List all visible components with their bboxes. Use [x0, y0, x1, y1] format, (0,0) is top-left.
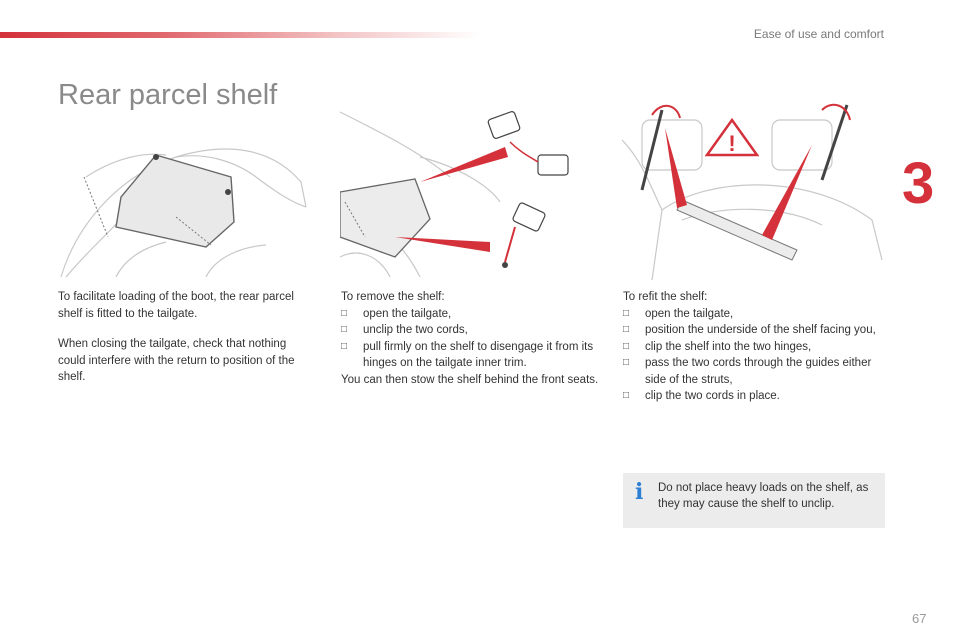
- refit-column: [623, 289, 881, 405]
- remove-column: [341, 289, 603, 388]
- remove-shelf-illustration: [340, 107, 585, 282]
- bullet-icon: □: [623, 340, 630, 352]
- list-item: □ pass the two cords through the guides either side of the struts,: [623, 355, 881, 388]
- intro-column: [58, 289, 316, 386]
- bullet-icon: □: [623, 357, 630, 368]
- remove-intro: To remove the shelf:: [341, 291, 445, 303]
- section-title: Ease of use and comfort: [753, 27, 884, 41]
- page-number: 67: [912, 611, 927, 626]
- remove-outro: You can then stow the shelf behind the front seats.: [341, 373, 599, 386]
- list-item: □ unclip the two cords,: [341, 322, 603, 339]
- warning-paragraph: When closing the tailgate, check that nothing could interfere with the return to position of the shelf.: [58, 338, 295, 383]
- svg-text:!: !: [728, 131, 736, 156]
- header-accent-bar: [0, 32, 480, 38]
- refit-shelf-illustration: [622, 100, 887, 282]
- list-item: □ pull firmly on the shelf to disengage it from its hinges on the tailgate inner trim.: [341, 339, 603, 372]
- bullet-icon: □: [341, 307, 348, 319]
- bullet-icon: □: [623, 307, 630, 319]
- page-title: Rear parcel shelf: [58, 79, 278, 112]
- list-item: □ clip the two cords in place.: [623, 388, 881, 405]
- info-icon: i: [635, 479, 644, 505]
- bullet-icon: □: [341, 324, 348, 335]
- list-item: □ open the tailgate,: [623, 306, 881, 323]
- list-item: □ position the underside of the shelf facing you,: [623, 322, 881, 339]
- info-note-text: Do not place heavy loads on the shelf, as they may cause the shelf to unclip.: [658, 482, 869, 510]
- list-item: □ open the tailgate,: [341, 306, 603, 323]
- list-item: □ clip the shelf into the two hinges,: [623, 339, 881, 356]
- bullet-icon: □: [623, 390, 630, 401]
- info-note: [623, 473, 885, 528]
- bullet-icon: □: [341, 340, 348, 352]
- intro-paragraph: To facilitate loading of the boot, the rear parcel shelf is fitted to the tailgate.: [58, 291, 294, 320]
- tailgate-shelf-illustration: [56, 137, 311, 282]
- parcel-shelf-shape: [116, 155, 234, 247]
- chapter-number: 3: [902, 151, 935, 216]
- refit-intro: To refit the shelf:: [623, 291, 708, 303]
- bullet-icon: □: [623, 324, 630, 335]
